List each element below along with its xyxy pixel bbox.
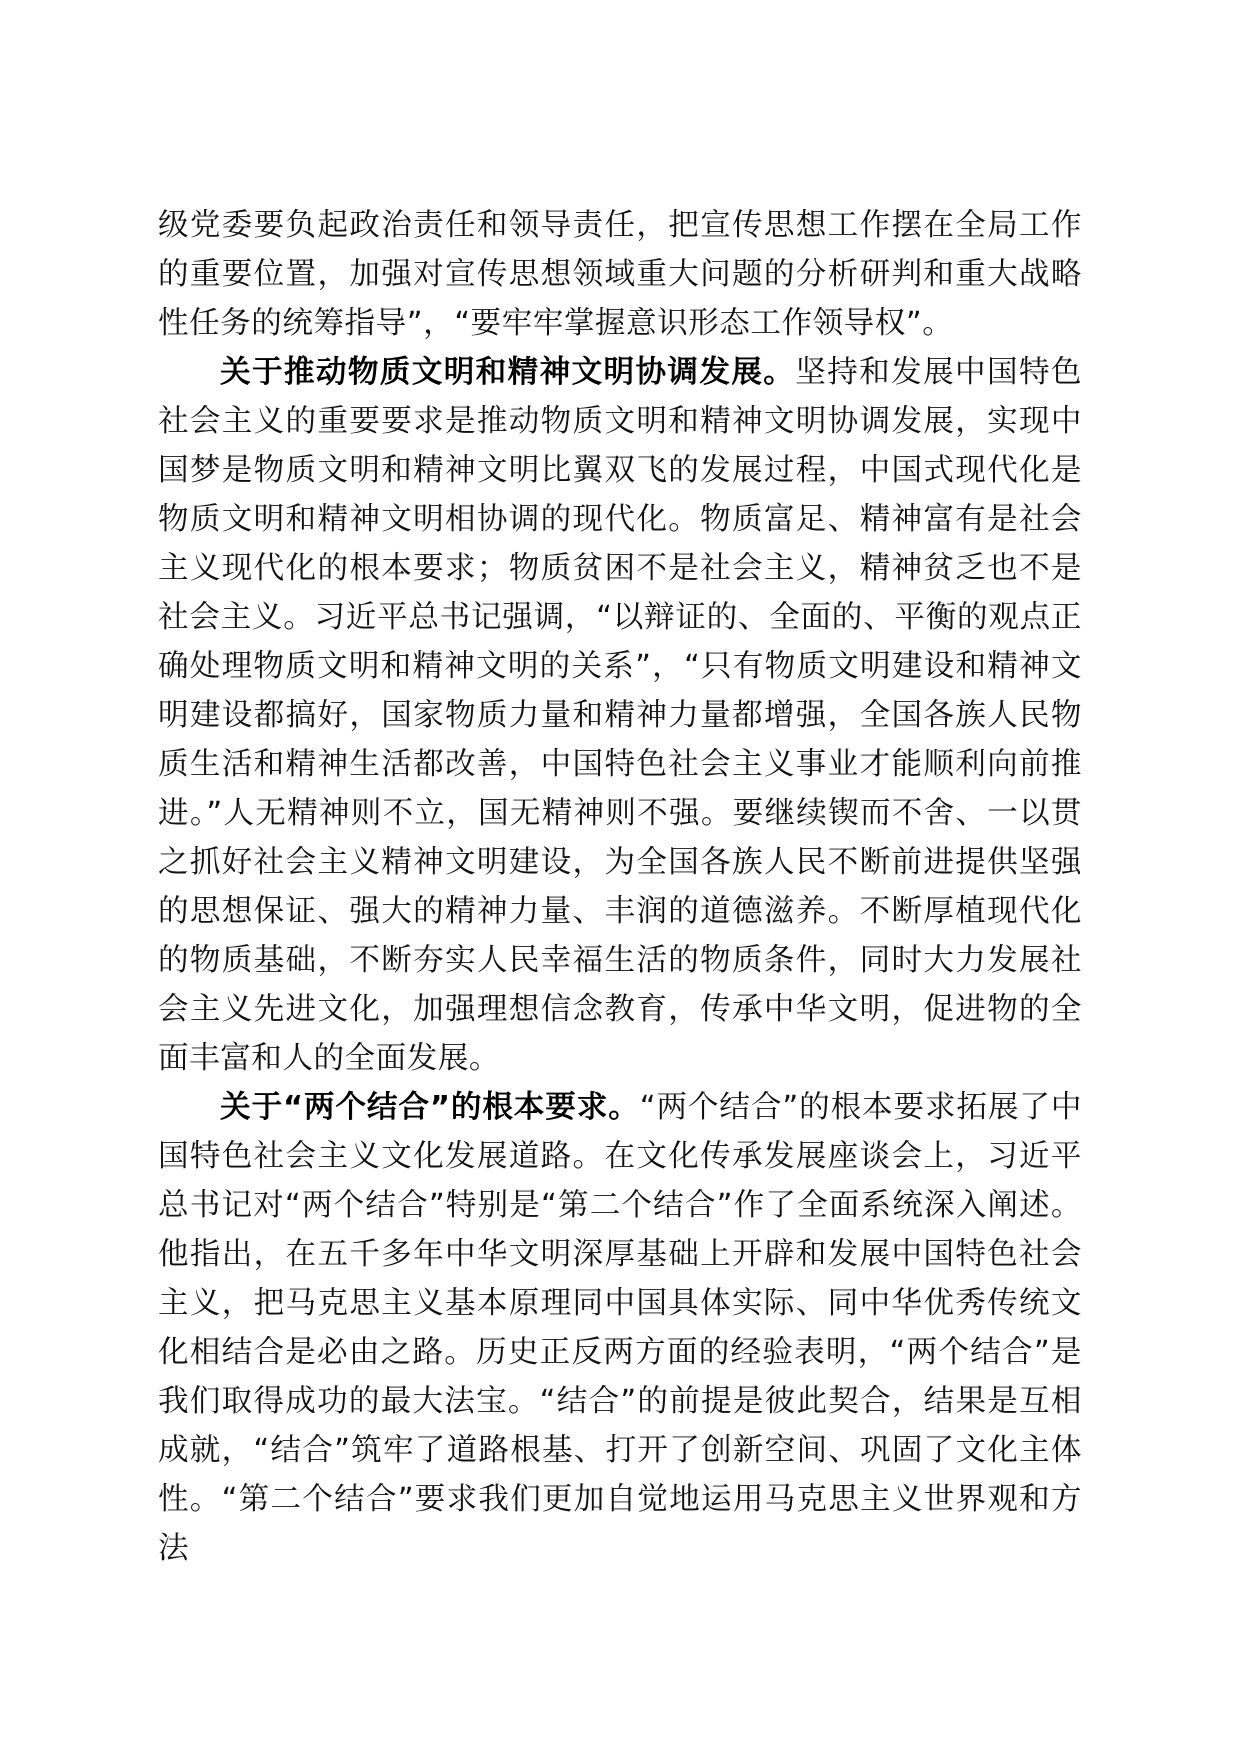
paragraph-body: 级党委要负起政治责任和领导责任，把宣传思想工作摆在全局工作的重要位置，加强对宣传思想领域重大问题的分析研判和重大战略性任务的统筹指导”，“要牢牢掌握意识形态工作领导权”。: [158, 208, 1082, 341]
paragraph-heading: 关于推动物质文明和精神文明协调发展。: [220, 355, 796, 390]
paragraph-heading: 关于“两个结合”的根本要求。: [220, 1090, 640, 1125]
paragraph-body: “两个结合”的根本要求拓展了中国特色社会主义文化发展道路。在文化传承发展座谈会上，习近平总书记对“两个结合”特别是“第二个结合”作了全面系统深入阐述。他指出，在五千多年中华文明深厚基础上开辟和发展中国特色社会主义，把马克思主义基本原理同中国具体实际、同中华优秀传统文化相结合是必由之路。历史正反两方面的经验表明，“两个结合”是我们取得成功的最大法宝。“结合”的前提是彼此契合，结果是互相成就，“结合”筑牢了道路根基、打开了创新空间、巩固了文化主体性。“第二个结合”要求我们更加自觉地运用马克思主义世界观和方法: [158, 1090, 1083, 1566]
paragraph-material-spiritual-civilization: [158, 348, 1082, 1083]
paragraph-continuation: [158, 201, 1082, 348]
document-page: [158, 201, 1082, 1573]
paragraph-two-combinations: [158, 1083, 1082, 1573]
paragraph-body: 坚持和发展中国特色社会主义的重要要求是推动物质文明和精神文明协调发展，实现中国梦是物质文明和精神文明比翼双飞的发展过程，中国式现代化是物质文明和精神文明相协调的现代化。物质富足、精神富有是社会主义现代化的根本要求；物质贫困不是社会主义，精神贫乏也不是社会主义。习近平总书记强调，“以辩证的、全面的、平衡的观点正确处理物质文明和精神文明的关系”，“只有物质文明建设和精神文明建设都搞好，国家物质力量和精神力量都增强，全国各族人民物质生活和精神生活都改善，中国特色社会主义事业才能顺利向前推进。”人无精神则不立，国无精神则不强。要继续锲而不舍、一以贯之抓好社会主义精神文明建设，为全国各族人民不断前进提供坚强的思想保证、强大的精神力量、丰润的道德滋养。不断厚植现代化的物质基础，不断夯实人民幸福生活的物质条件，同时大力发展社会主义先进文化，加强理想信念教育，传承中华文明，促进物的全面丰富和人的全面发展。: [158, 355, 1083, 1076]
